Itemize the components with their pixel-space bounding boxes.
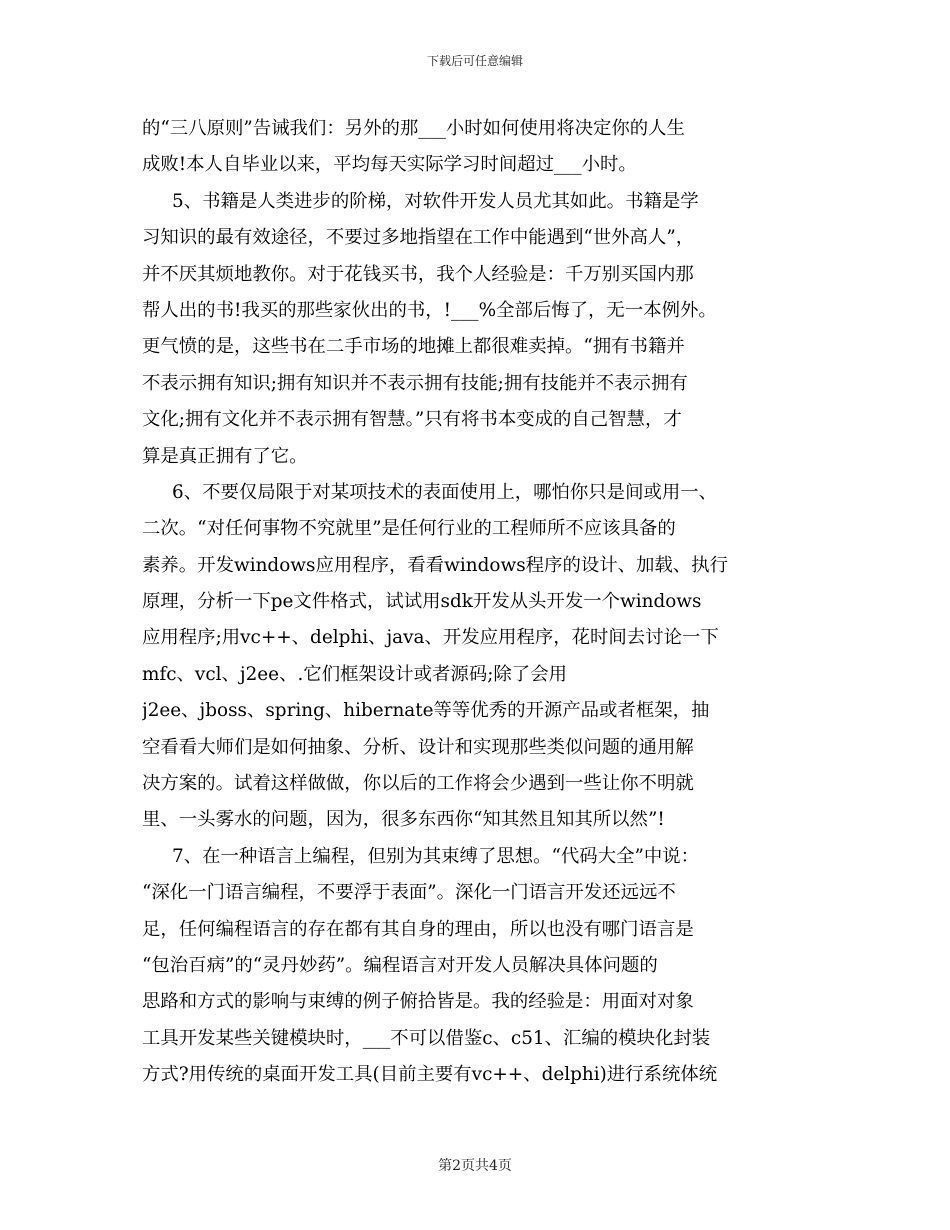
page-footer: 第2页共4页 [438,1158,512,1174]
text-line: 帮人出的书!我买的那些家伙出的书，!___%全部后悔了，无一本例外。 [142,299,717,321]
text-line: 原理，分析一下pe文件格式，试试用sdk开发从头开发一个windows [142,591,702,613]
text-line: “包治百病”的“灵丹妙药”。编程语言对开发人员解决具体问题的 [142,954,658,976]
text-line: 素养。开发windows应用程序，看看windows程序的设计、加载、执行 [142,554,728,576]
text-line: 更气愤的是，这些书在二手市场的地摊上都很难卖掉。“拥有书籍并 [142,336,685,358]
text-line: 6、不要仅局限于对某项技术的表面使用上，哪怕你只是间或用一、 [172,481,718,503]
text-line: 足，任何编程语言的存在都有其自身的理由，所以也没有哪门语言是 [142,918,694,940]
text-line: “深化一门语言编程，不要浮于表面”。深化一门语言开发还远远不 [142,882,676,904]
text-line: 应用程序;用vc++、delphi、java、开发应用程序，花时间去讨论一下 [142,627,719,649]
text-line: j2ee、jboss、spring、hibernate等等优秀的开源产品或者框架，抽 [142,700,710,722]
text-line: 不表示拥有知识;拥有知识并不表示拥有技能;拥有技能并不表示拥有 [142,372,688,394]
text-line: 7、在一种语言上编程，但别为其束缚了思想。“代码大全”中说： [172,845,700,867]
text-line: 的“三八原则”告诫我们：另外的那___小时如何使用将决定你的人生 [142,118,685,139]
text-line: 文化;拥有文化并不表示拥有智慧。”只有将书本变成的自己智慧，才 [142,409,682,431]
text-line: 决方案的。试着这样做做，你以后的工作将会少遇到一些让你不明就 [142,773,694,795]
page-header: 下载后可任意编辑 [426,54,523,68]
text-line: 空看看大师们是如何抽象、分析、设计和实现那些类似问题的通用解 [142,736,694,758]
text-line: 方式?用传统的桌面开发工具(目前主要有vc++、delphi)进行系统体统 [142,1064,718,1086]
text-line: 算是真正拥有了它。 [142,445,308,467]
text-line: 工具开发某些关键模块时，___不可以借鉴c、c51、汇编的模块化封装 [142,1027,711,1049]
text-line: 并不厌其烦地教你。对于花钱买书，我个人经验是：千万别买国内那 [142,263,694,285]
document-body [142,111,822,1094]
text-line: 习知识的最有效途径，不要过多地指望在工作中能遇到“世外高人”， [142,227,695,249]
text-line: 5、书籍是人类进步的阶梯，对软件开发人员尤其如此。书籍是学 [172,190,699,212]
text-line: mfc、vcl、j2ee、.它们框架设计或者源码;除了会用 [142,663,567,685]
text-line: 里、一头雾水的问题，因为，很多东西你“知其然且知其所以然”! [142,809,665,831]
text-line: 成败!本人自毕业以来，平均每天实际学习时间超过___小时。 [142,154,637,176]
text-line: 思路和方式的影响与束缚的例子俯拾皆是。我的经验是：用面对对象 [142,991,694,1013]
text-line: 二次。“对任何事物不究就里”是任何行业的工程师所不应该具备的 [142,518,676,540]
